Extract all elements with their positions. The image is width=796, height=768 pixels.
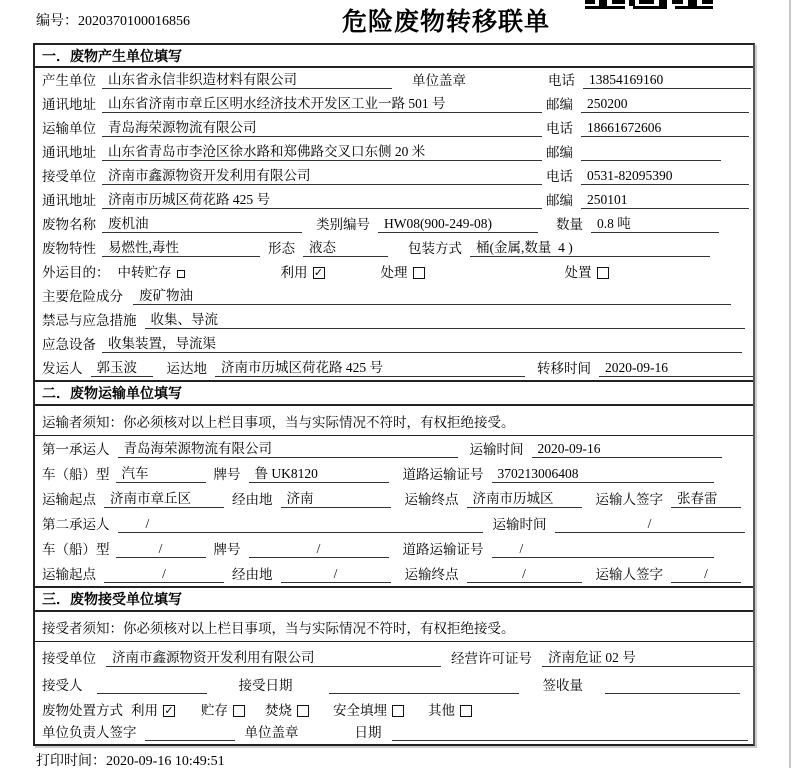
shipper-label: 发运人 [42, 361, 83, 376]
signed-amount-value [605, 678, 740, 694]
acceptor-label: 接受人 [42, 678, 83, 693]
section-3-header: 三．废物接受单位填写 [35, 586, 753, 612]
checkbox-treat [413, 267, 425, 279]
receiver-notice: 接受者须知：你必须核对以上栏目事项，当与实际情况不符时，有权拒绝接受。 [35, 612, 753, 642]
address-value: 山东省青岛市李沧区徐水路和郑佛路交叉口东侧 20 米 [102, 140, 542, 161]
checkbox-disposal-use: ✓ [164, 704, 174, 717]
taboo-label: 禁忌与应急措施 [42, 313, 137, 328]
row-route-2 [35, 561, 753, 586]
disposal-burn-label: 焚烧 [265, 703, 292, 718]
purpose-use-label: 利用 [280, 265, 308, 280]
traits-label: 废物特性 [42, 241, 96, 256]
print-timestamp-label: 打印时间： [36, 754, 106, 768]
road-permit-value: / [492, 541, 714, 558]
transport-time-label: 运输时间 [492, 517, 547, 532]
row-vehicle-1 [35, 461, 753, 486]
qr-code-icon [585, 0, 713, 9]
via-value: 济南 [281, 487, 391, 508]
waste-name-label: 废物名称 [42, 217, 96, 232]
road-permit-value: 370213006408 [492, 466, 714, 483]
destination-label: 运达地 [166, 361, 207, 376]
purpose-treat-label: 处理 [380, 265, 408, 280]
equipment-label: 应急设备 [42, 337, 96, 352]
head-sign-label: 单位负责人签字 [42, 725, 137, 740]
print-timestamp [36, 750, 225, 768]
producer-label: 产生单位 [42, 73, 96, 88]
row-producer-address [35, 92, 753, 116]
row-emergency-equipment [35, 332, 753, 356]
terminus-value: 济南市历城区 [467, 487, 582, 508]
transfer-time-value: 2020-09-16 [599, 360, 753, 377]
accept-unit-label: 接受单位 [42, 651, 96, 666]
transport-time-value: 2020-09-16 [532, 441, 722, 458]
checkbox-dispose [597, 267, 609, 279]
row-transporter [35, 116, 753, 140]
purpose-transfer-label: 中转贮存 [117, 265, 172, 280]
zip-label: 邮编 [546, 193, 573, 208]
address-label: 通讯地址 [42, 145, 96, 160]
hazard-value: 废矿物油 [133, 284, 731, 305]
carrier-sign-value: 张春雷 [671, 487, 741, 508]
acceptor-value [97, 678, 207, 694]
transport-time-value: / [555, 516, 745, 533]
accept-date-label: 接受日期 [238, 678, 293, 693]
origin-value: 济南市章丘区 [104, 487, 224, 508]
vehicle-value: 汽车 [116, 462, 206, 483]
plate-value: / [249, 541, 389, 558]
via-value: / [281, 566, 391, 583]
carrier2-value: / [118, 516, 483, 533]
zip-value [581, 145, 721, 161]
destination-value: 济南市历城区荷花路 425 号 [215, 356, 525, 377]
receiver-label: 接受单位 [42, 169, 96, 184]
checkbox-transfer-storage [177, 270, 185, 278]
packing-value: 桶(金属,数量 4 ) [470, 236, 710, 257]
row-disposal-method [35, 697, 753, 722]
address-value: 山东省济南市章丘区明水经济技术开发区工业一路 501 号 [102, 92, 542, 113]
checkbox-disposal-other [460, 705, 472, 717]
transport-time-label: 运输时间 [469, 442, 524, 457]
receiver-value: 济南市鑫源物资开发利用有限公司 [102, 164, 542, 185]
checkbox-disposal-landfill [392, 705, 404, 717]
row-shipper [35, 356, 753, 380]
waste-name-value: 废机油 [102, 212, 302, 233]
carrier2-label: 第二承运人 [42, 517, 110, 532]
address-label: 通讯地址 [42, 97, 96, 112]
purpose-label: 外运目的： [42, 265, 110, 280]
row-hazard-component [35, 284, 753, 308]
carrier1-label: 第一承运人 [42, 442, 110, 457]
scan-page-edge [789, 0, 791, 768]
row-route-1 [35, 486, 753, 511]
traits-value: 易燃性,毒性 [102, 236, 260, 257]
disposal-label: 废物处置方式 [42, 703, 123, 718]
accept-unit-value: 济南市鑫源物资开发利用有限公司 [106, 646, 441, 667]
form-value: 液态 [303, 236, 388, 257]
row-accepting-unit [35, 642, 753, 670]
address-value: 济南市历城区荷花路 425 号 [102, 188, 542, 209]
terminus-label: 运输终点 [404, 567, 459, 582]
phone-value: 13854169160 [583, 72, 751, 89]
license-label: 经营许可证号 [451, 651, 532, 666]
producer-value: 山东省永信非织造材料有限公司 [102, 68, 392, 89]
disposal-landfill-label: 安全填埋 [333, 703, 387, 718]
hazard-label: 主要危险成分 [42, 289, 123, 304]
packing-label: 包装方式 [408, 241, 462, 256]
transporter-notice: 运输者须知：你必须核对以上栏目事项，当与实际情况不符时，有权拒绝接受。 [35, 406, 753, 436]
head-sign-value [145, 725, 235, 741]
row-acceptor [35, 670, 753, 697]
address-label: 通讯地址 [42, 193, 96, 208]
terminus-label: 运输终点 [404, 492, 459, 507]
shipper-value: 郭玉波 [91, 356, 153, 377]
license-value: 济南危证 02 号 [542, 646, 753, 667]
via-label: 经由地 [232, 567, 273, 582]
phone-label: 电话 [546, 121, 573, 136]
phone-label: 电话 [548, 73, 575, 88]
plate-value: 鲁 UK8120 [249, 462, 389, 483]
vehicle-value: / [116, 541, 206, 558]
checkbox-use: ✓ [313, 266, 324, 279]
terminus-value: / [467, 566, 582, 583]
quantity-value: 0.8 吨 [591, 212, 719, 233]
zip-label: 邮编 [546, 97, 573, 112]
doc-number-label: 编号： [36, 14, 78, 29]
form-table [33, 43, 755, 746]
category-label: 类别编号 [316, 217, 370, 232]
doc-number [36, 10, 190, 30]
vehicle-label: 车（船）型 [42, 467, 110, 482]
origin-label: 运输起点 [42, 492, 96, 507]
page-title: 危险废物转移联单 [341, 8, 550, 36]
unit-stamp-label: 单位盖章 [412, 73, 466, 88]
carrier-sign-value: / [671, 566, 741, 583]
row-waste-name [35, 212, 753, 236]
vehicle-label: 车（船）型 [42, 542, 110, 557]
disposal-other-label: 其他 [428, 703, 455, 718]
phone-value: 18661672606 [581, 120, 749, 137]
transfer-time-label: 转移时间 [537, 361, 591, 376]
zip-label: 邮编 [546, 145, 573, 160]
transporter-value: 青岛海荣源物流有限公司 [102, 116, 542, 137]
carrier-sign-label: 运输人签字 [595, 567, 663, 582]
zip-value: 250200 [581, 96, 749, 113]
plate-label: 牌号 [213, 542, 241, 557]
row-purpose [35, 260, 753, 284]
equipment-value: 收集装置，导流渠 [102, 332, 742, 353]
form-label: 形态 [268, 241, 295, 256]
checkbox-disposal-store [233, 705, 245, 717]
section-2-header: 二．废物运输单位填写 [35, 380, 753, 406]
phone-value: 0531-82095390 [581, 168, 749, 185]
taboo-value: 收集、导流 [145, 308, 745, 329]
row-carrier-1 [35, 436, 753, 461]
zip-value: 250101 [581, 192, 749, 209]
row-receiver [35, 164, 753, 188]
purpose-dispose-label: 处置 [564, 265, 592, 280]
signed-amount-label: 签收量 [542, 678, 583, 693]
unit-stamp-label: 单位盖章 [244, 725, 299, 740]
row-waste-traits [35, 236, 753, 260]
origin-label: 运输起点 [42, 567, 96, 582]
row-receiver-address [35, 188, 753, 212]
row-carrier-2 [35, 511, 753, 536]
row-vehicle-2 [35, 536, 753, 561]
phone-label: 电话 [546, 169, 573, 184]
checkbox-disposal-burn [297, 705, 309, 717]
carrier1-value: 青岛海荣源物流有限公司 [118, 437, 458, 458]
row-transporter-address [35, 140, 753, 164]
row-producer [35, 68, 753, 92]
doc-number-value: 2020370100016856 [78, 14, 190, 29]
transporter-label: 运输单位 [42, 121, 96, 136]
date-label: 日期 [354, 725, 382, 740]
disposal-store-label: 贮存 [201, 703, 228, 718]
road-permit-label: 道路运输证号 [402, 542, 484, 557]
plate-label: 牌号 [213, 467, 241, 482]
road-permit-label: 道路运输证号 [402, 467, 484, 482]
print-timestamp-value: 2020-09-16 10:49:51 [106, 754, 225, 768]
quantity-label: 数量 [556, 217, 583, 232]
disposal-use-label: 利用 [131, 703, 158, 718]
category-value: HW08(900-249-08) [378, 216, 538, 233]
via-label: 经由地 [232, 492, 273, 507]
date-value [392, 725, 748, 741]
carrier-sign-label: 运输人签字 [595, 492, 663, 507]
row-head-signature [35, 722, 753, 744]
origin-value: / [104, 566, 224, 583]
section-1-header: 一．废物产生单位填写 [35, 45, 753, 68]
accept-date-value [329, 678, 519, 694]
row-taboo-measures [35, 308, 753, 332]
